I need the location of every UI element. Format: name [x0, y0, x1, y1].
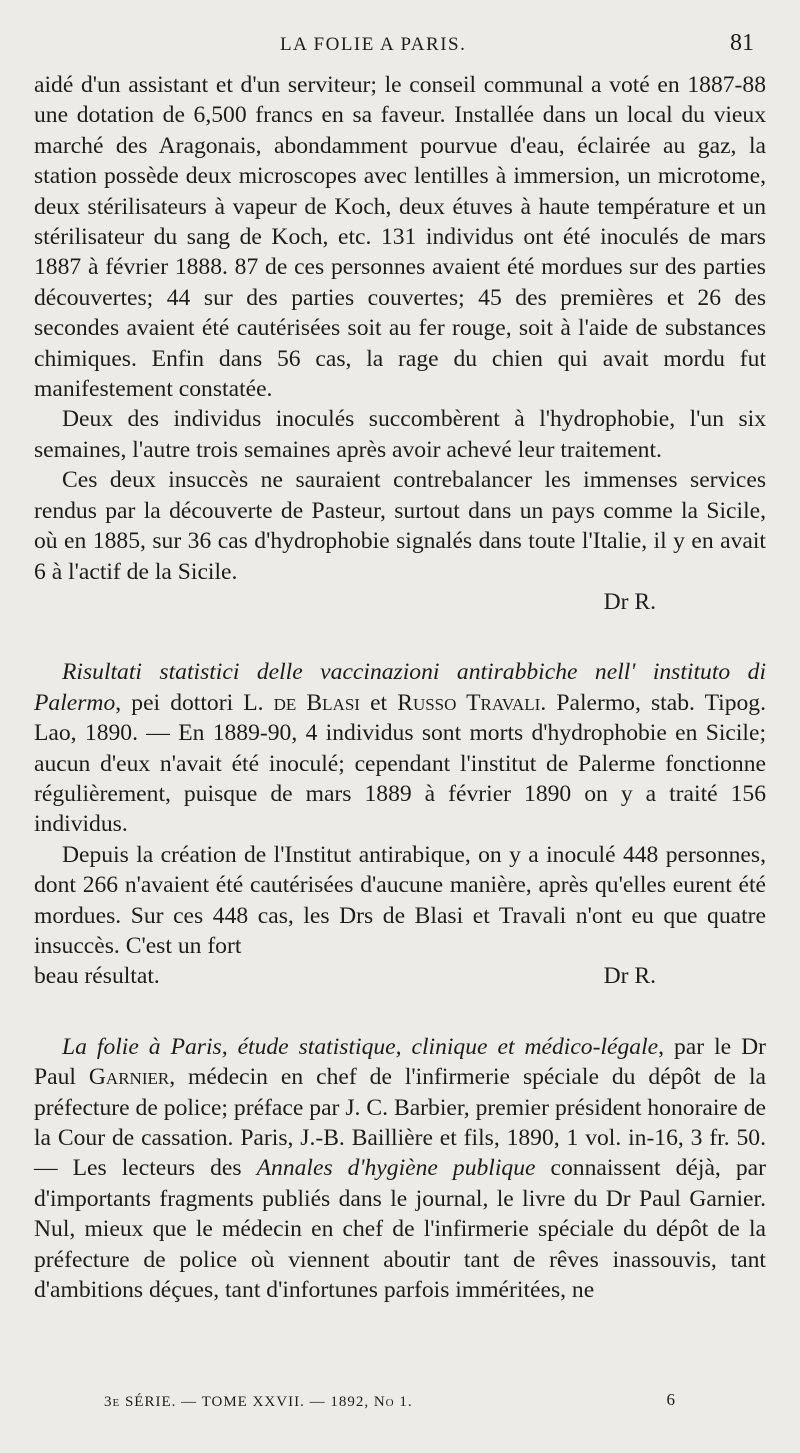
author-name: Garnier	[88, 1064, 170, 1091]
page-header	[0, 30, 800, 64]
paragraph-end	[34, 961, 766, 991]
author-name: de Blasi	[273, 689, 360, 716]
review-text: connaissent déjà, par d'importants fragments publiés dans le journal, le livre du Dr Paul Garnier. Nul, mieux que le médecin en chef de l'infirmerie spéciale du dépôt de la préfecture de police où viennent aboutir tant de rêves inassouvis, tant d'ambitions déçues, tant d'infortunes parfois imméritées, ne	[34, 1155, 766, 1304]
review-entry	[34, 657, 766, 839]
review-authors: , pei dottori L.	[115, 689, 274, 716]
author-name: Russo Travali	[397, 689, 541, 716]
signature-mark: 6	[666, 1390, 675, 1409]
review-text: . Palermo, stab. Tipog. Lao, 1890. — En 1889-90, 4 individus sont morts d'hydrophobie en Sicile; aucun d'eux n'avait été inoculé; cependant l'institut de Palerme fonctionne régulièrement, puisque de mars 1889 à février 1890 on y a traité 156 individus.	[34, 689, 767, 838]
review-authors: , par le Dr Paul	[34, 1033, 766, 1091]
paragraph: aidé d'un assistant et d'un serviteur; le conseil communal a voté en 1887-88 une dotation de 6,500 francs en sa faveur. Installée dans un local du vieux marché des Aragonais, abondamment pourvue d'eau, éclairée au gaz, la station possède deux microscopes avec lentilles à immersion, un microtome, deux stérilisateurs à vapeur de Koch, deux étuves à haute température et un stérilisateur du sang de Koch, etc. 131 individus ont été inoculés de mars 1887 à février 1888. 87 de ces personnes avaient été mordues sur des parties découvertes; 44 sur des parties couvertes; 45 des premières et 26 des secondes avaient été cautérisées soit au fer rouge, soit à l'aide de substances chimiques. Enfin dans 56 cas, la rage du chien qui avait mordu fut manifestement constatée.	[34, 72, 766, 403]
journal-title: Annales d'hygiène publique	[256, 1155, 536, 1182]
signature: Dr R.	[603, 963, 656, 990]
signature: Dr R.	[603, 588, 656, 615]
review-title: Risultati statistici delle vaccinazioni antirabbiche nell' instituto di Palermo	[34, 659, 766, 716]
paragraph: Depuis la création de l'Institut antirabique, on y a inoculé 448 personnes, dont 266 n'avaient été cautérisées d'aucune manière, après qu'elles eurent été mordues. Sur ces 448 cas, les Drs de Blasi et Travali n'ont eu que quatre insuccès. C'est un fort	[34, 841, 766, 959]
page-number: 81	[730, 30, 754, 56]
paragraph: Deux des individus inoculés succombèrent à l'hydrophobie, l'un six semaines, l'autre trois semaines après avoir achevé leur traitement.	[34, 406, 766, 463]
running-title: LA FOLIE A PARIS.	[280, 34, 467, 55]
series-info: 3e SÉRIE. — TOME XXVII. — 1892, No 1.	[104, 1394, 413, 1410]
review-entry	[34, 1032, 766, 1306]
last-line: beau résultat.	[34, 963, 160, 990]
review-authors: et	[359, 689, 398, 716]
review-title: La folie à Paris, étude statistique, clinique et médico-légale	[62, 1033, 659, 1060]
page-footer	[0, 1390, 800, 1420]
review-text: , médecin en chef de l'infirmerie spéciale du dépôt de la préfecture de police; préface par J. C. Barbier, premier président honoraire de la Cour de cassation. Paris, J.-B. Baillière et fils, 1890, 1 vol. in-16, 3 fr. 50. — Les lecteurs des	[34, 1064, 766, 1182]
body-text	[34, 70, 766, 1305]
paragraph: Ces deux insuccès ne sauraient contrebalancer les immenses services rendus par la découverte de Pasteur, surtout dans un pays comme la Sicile, où en 1885, sur 36 cas d'hydrophobie signalés dans toute l'Italie, il y en avait 6 à l'actif de la Sicile.	[34, 467, 766, 585]
